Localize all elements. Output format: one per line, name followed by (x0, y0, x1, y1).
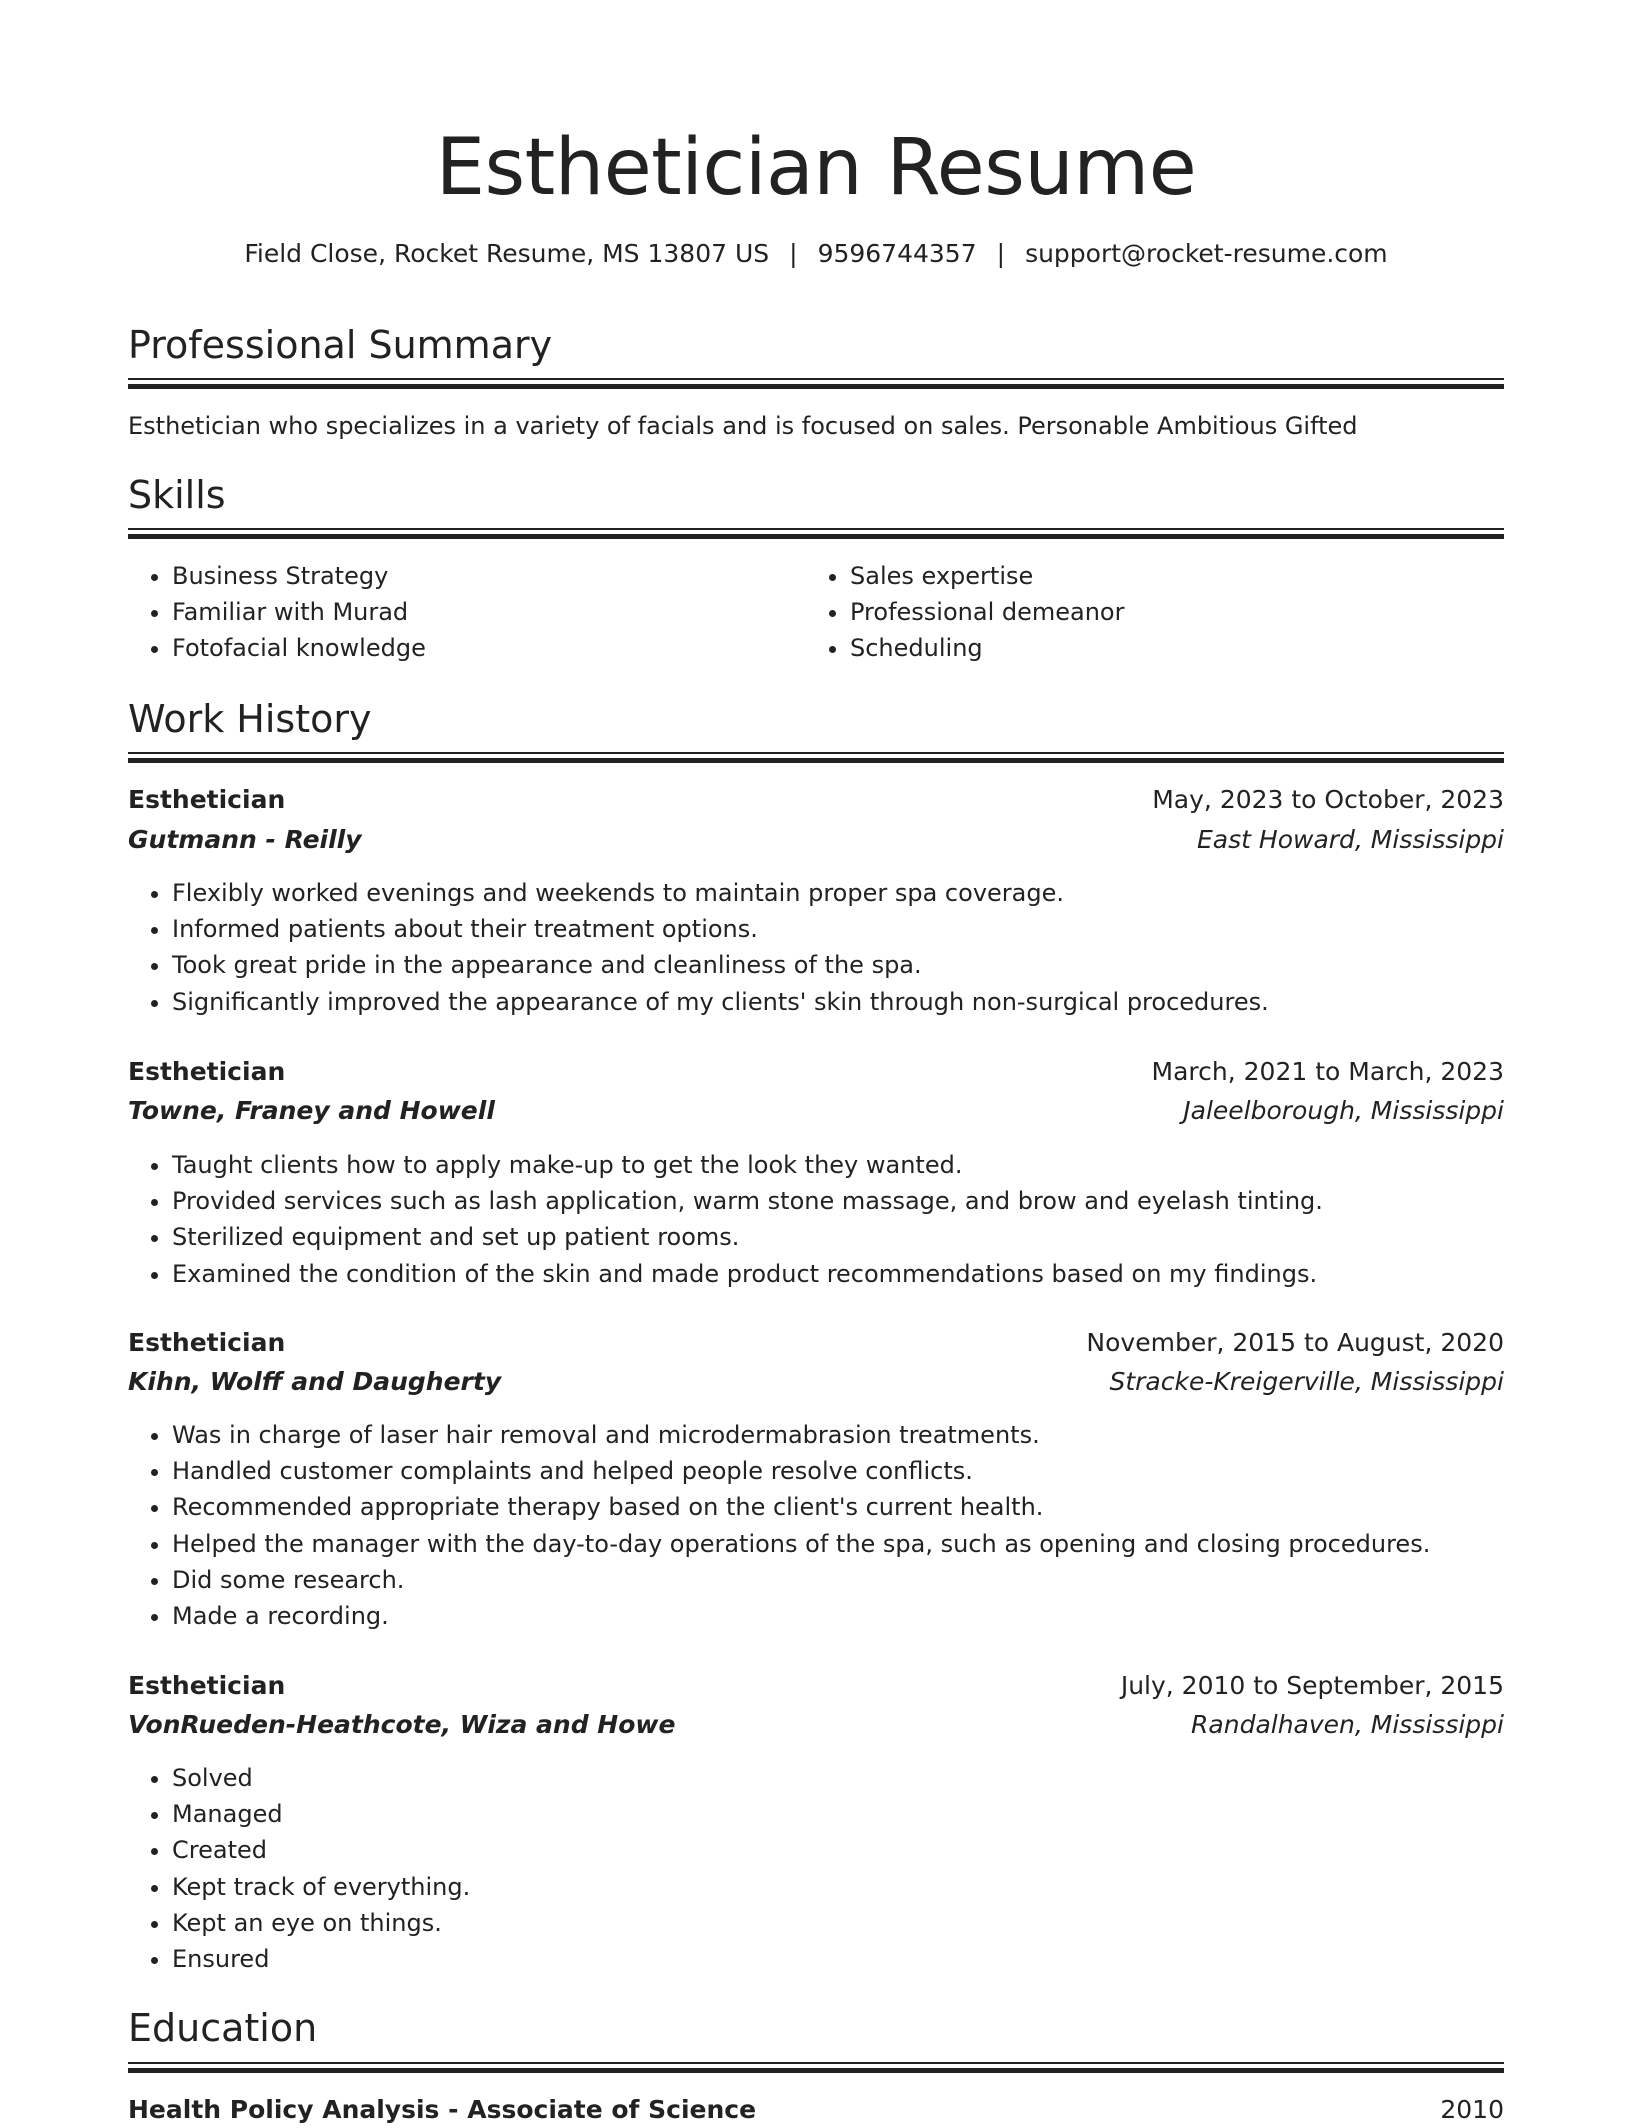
job-duties (128, 1760, 470, 1977)
skill-item: • Familiar with Murad (172, 594, 426, 630)
job-subheader (128, 1093, 1504, 1129)
section-heading-summary: Professional Summary (128, 323, 553, 367)
job-role: Esthetician (128, 1328, 286, 1357)
contact-phone: 9596744357 (817, 239, 977, 268)
duty-item: • Provided services such as lash application, warm stone massage, and brow and eyelash tinting. (172, 1183, 1323, 1219)
contact-address: Field Close, Rocket Resume, MS 13807 US (244, 239, 770, 268)
job-company: Towne, Franey and Howell (128, 1096, 495, 1125)
skill-item: • Professional demeanor (850, 594, 1124, 630)
job-role: Esthetician (128, 1671, 286, 1700)
job-subheader (128, 1707, 1504, 1743)
job-subheader (128, 822, 1504, 858)
job-header (128, 1054, 1504, 1090)
job-header (128, 1325, 1504, 1361)
section-divider (128, 528, 1504, 539)
job-location: Jaleelborough, Mississippi (1183, 1096, 1504, 1125)
job-header (128, 1668, 1504, 1704)
job-company: Gutmann - Reilly (128, 825, 362, 854)
duty-item: • Was in charge of laser hair removal and microdermabrasion treatments. (172, 1417, 1430, 1453)
duty-item: • Helped the manager with the day-to-day operations of the spa, such as opening and closing procedures. (172, 1526, 1430, 1562)
duty-item: • Took great pride in the appearance and cleanliness of the spa. (172, 947, 1269, 983)
skill-item: • Sales expertise (850, 558, 1124, 594)
job-location: Stracke-Kreigerville, Mississippi (1109, 1367, 1504, 1396)
contact-email: support@rocket-resume.com (1025, 239, 1388, 268)
duty-item: • Recommended appropriate therapy based on the client's current health. (172, 1489, 1430, 1525)
duty-item: • Informed patients about their treatment options. (172, 911, 1269, 947)
skill-item: • Scheduling (850, 630, 1124, 666)
education-degree: Health Policy Analysis - Associate of Science (128, 2095, 757, 2124)
summary-text: Esthetician who specializes in a variety of facials and is focused on sales. Personable Ambitious Gifted (128, 412, 1358, 440)
job-role: Esthetician (128, 785, 286, 814)
section-heading-education: Education (128, 2006, 318, 2050)
job-header (128, 782, 1504, 818)
contact-separator: | (996, 239, 1006, 268)
duty-item: • Taught clients how to apply make-up to get the look they wanted. (172, 1147, 1323, 1183)
duty-item: • Kept an eye on things. (172, 1905, 470, 1941)
section-divider (128, 378, 1504, 389)
job-location: Randalhaven, Mississippi (1191, 1710, 1504, 1739)
skills-list-left (128, 558, 426, 666)
duty-item: • Managed (172, 1796, 470, 1832)
job-subheader (128, 1364, 1504, 1400)
duty-item: • Examined the condition of the skin and made product recommendations based on my findings. (172, 1256, 1323, 1292)
contact-line (128, 236, 1504, 272)
duty-item: • Created (172, 1832, 470, 1868)
section-divider (128, 752, 1504, 763)
education-entry (128, 2092, 1504, 2128)
job-dates: March, 2021 to March, 2023 (1151, 1057, 1504, 1086)
duty-item: • Sterilized equipment and set up patient rooms. (172, 1219, 1323, 1255)
job-dates: May, 2023 to October, 2023 (1152, 785, 1504, 814)
resume-title: Esthetician Resume (435, 123, 1197, 213)
contact-separator: | (789, 239, 798, 268)
job-dates: July, 2010 to September, 2015 (1120, 1671, 1504, 1700)
job-duties (128, 1147, 1323, 1292)
job-duties (128, 875, 1269, 1020)
skill-item: • Fotofacial knowledge (172, 630, 426, 666)
job-role: Esthetician (128, 1057, 286, 1086)
duty-item: • Solved (172, 1760, 470, 1796)
section-heading-work: Work History (128, 697, 372, 741)
duty-item: • Made a recording. (172, 1598, 1430, 1634)
skills-list-right (806, 558, 1124, 666)
job-duties (128, 1417, 1430, 1634)
section-heading-skills: Skills (128, 473, 226, 517)
duty-item: • Ensured (172, 1941, 470, 1977)
duty-item: • Significantly improved the appearance of my clients' skin through non-surgical procedures. (172, 984, 1269, 1020)
job-location: East Howard, Mississippi (1197, 825, 1504, 854)
duty-item: • Flexibly worked evenings and weekends to maintain proper spa coverage. (172, 875, 1269, 911)
skill-item: • Business Strategy (172, 558, 426, 594)
job-company: Kihn, Wolff and Daugherty (128, 1367, 502, 1396)
education-year: 2010 (1440, 2095, 1504, 2124)
job-company: VonRueden-Heathcote, Wiza and Howe (128, 1710, 676, 1739)
duty-item: • Kept track of everything. (172, 1869, 470, 1905)
duty-item: • Handled customer complaints and helped people resolve conflicts. (172, 1453, 1430, 1489)
job-dates: November, 2015 to August, 2020 (1086, 1328, 1504, 1357)
section-divider (128, 2062, 1504, 2073)
duty-item: • Did some research. (172, 1562, 1430, 1598)
